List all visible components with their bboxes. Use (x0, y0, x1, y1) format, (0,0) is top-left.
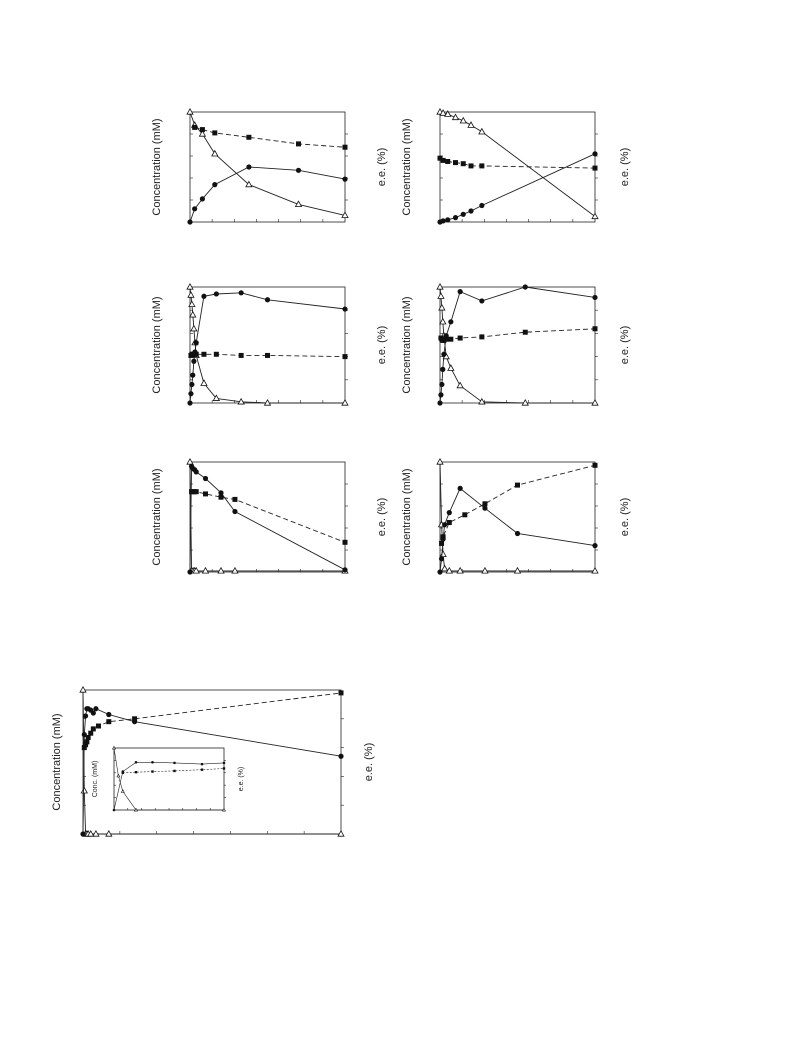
y-axis-label-right: e.e. (%) (376, 497, 388, 537)
data-point-square (343, 145, 348, 150)
data-point-triangle-open (592, 568, 598, 573)
data-point-square (91, 726, 96, 731)
data-point-circle (342, 177, 347, 182)
data-point-square (339, 690, 344, 695)
data-point-square (445, 159, 450, 164)
data-point-circle (461, 212, 466, 217)
y-axis-label-left: Concentration (mM) (401, 118, 413, 216)
data-point-square (439, 541, 444, 546)
data-point-triangle-open (187, 459, 193, 464)
y-axis-label-right: e.e. (%) (619, 497, 631, 537)
data-point-circle (439, 556, 444, 561)
series-line-square (195, 127, 345, 147)
data-point-circle (592, 151, 597, 156)
y-axis-label-left: Concentration (mM) (151, 296, 163, 394)
y-axis-label-left: Concentration (mM) (51, 713, 63, 811)
data-point-circle (200, 196, 205, 201)
data-point-circle (342, 567, 347, 572)
data-point-circle (106, 712, 111, 717)
data-point-circle (453, 215, 458, 220)
data-point-square (194, 489, 199, 494)
data-point-circle (342, 306, 347, 311)
data-point-square (515, 483, 520, 488)
data-point-circle (458, 486, 463, 491)
panel-g-inset (92, 746, 245, 811)
data-point-circle (448, 319, 453, 324)
data-point-circle (201, 294, 206, 299)
series-line-circle (190, 466, 345, 572)
series-line-triangle-open (190, 112, 345, 215)
data-point-circle (442, 522, 447, 527)
data-point-triangle-open (442, 566, 448, 571)
data-point-square (96, 724, 101, 729)
data-point-square-small (122, 772, 124, 774)
data-point-circle (592, 543, 597, 548)
data-point-circle (187, 400, 192, 405)
data-point-square (106, 719, 111, 724)
panel-b (401, 109, 631, 225)
data-point-square (453, 160, 458, 165)
data-point-triangle-open (201, 380, 207, 385)
series-line-circle (440, 488, 595, 572)
data-point-circle (187, 219, 192, 224)
data-point-circle (246, 164, 251, 169)
data-point-triangle-open (338, 831, 344, 836)
plot-frame (440, 287, 595, 403)
data-point-circle (523, 284, 528, 289)
data-point-circle (239, 290, 244, 295)
data-point-square (593, 166, 598, 171)
y-axis-label-right: e.e. (%) (363, 742, 375, 782)
data-point-triangle-open (479, 129, 485, 134)
data-point-triangle-open (218, 568, 224, 573)
series-line-circle (440, 287, 595, 403)
data-point-circle (203, 476, 208, 481)
data-point-circle (83, 713, 88, 718)
plot-frame (440, 112, 595, 222)
data-point-circle (190, 373, 195, 378)
panel-a (151, 109, 388, 225)
data-point-circle (192, 206, 197, 211)
data-point-circle (440, 367, 445, 372)
data-point-circle (218, 490, 223, 495)
data-point-circle (482, 506, 487, 511)
data-point-square (84, 739, 89, 744)
data-point-triangle-open (482, 568, 488, 573)
data-point-square (593, 463, 598, 468)
data-point-square (86, 735, 91, 740)
data-point-circle (265, 297, 270, 302)
data-point-circle-small (135, 761, 138, 764)
plot-frame (190, 287, 345, 403)
data-point-circle (188, 391, 193, 396)
data-point-square (192, 125, 197, 130)
data-point-triangle-open (187, 109, 193, 114)
data-point-triangle-open (212, 151, 218, 156)
data-point-circle (194, 340, 199, 345)
data-point-square (441, 534, 446, 539)
data-point-square (232, 497, 237, 502)
data-point-circle (338, 754, 343, 759)
y-axis-label-left: Concentration (mM) (401, 296, 413, 394)
data-point-square (88, 731, 93, 736)
data-point-circle (445, 217, 450, 222)
data-point-circle (214, 291, 219, 296)
data-point-square (462, 512, 467, 517)
panel-f (401, 459, 631, 575)
data-point-circle-small (201, 763, 204, 766)
series-line-square (84, 693, 341, 748)
data-point-circle (515, 531, 520, 536)
data-point-triangle-open (190, 312, 196, 317)
data-point-circle (438, 392, 443, 397)
data-point-triangle-open (592, 400, 598, 405)
data-point-square (448, 337, 453, 342)
series-line-circle (190, 167, 345, 222)
plot-frame (190, 462, 345, 572)
data-point-triangle-open (440, 551, 446, 556)
plot-frame (190, 112, 345, 222)
data-point-square (296, 141, 301, 146)
data-point-square (246, 135, 251, 140)
y-axis-label-right: e.e. (%) (376, 325, 388, 365)
data-point-triangle-open (187, 284, 193, 289)
data-point-square-small (201, 769, 203, 771)
data-point-triangle-small (113, 746, 116, 749)
data-point-square (132, 716, 137, 721)
data-point-circle (80, 831, 85, 836)
data-point-square (523, 330, 528, 335)
data-point-triangle-open (81, 788, 87, 793)
series-line-triangle-open (190, 287, 345, 403)
panel-e (151, 459, 388, 575)
data-point-triangle-open (437, 284, 443, 289)
data-point-triangle-open (438, 293, 444, 298)
data-point-circle-small (151, 761, 154, 764)
data-point-square (214, 352, 219, 357)
data-point-square (201, 352, 206, 357)
data-point-triangle-open (203, 568, 209, 573)
data-point-circle (441, 218, 446, 223)
data-point-square (469, 163, 474, 168)
data-point-square (265, 353, 270, 358)
data-point-square-small (173, 770, 175, 772)
data-point-square (444, 337, 449, 342)
data-point-circle (232, 509, 237, 514)
panel-d (401, 284, 631, 406)
data-point-triangle-open (80, 687, 86, 692)
data-point-circle (194, 469, 199, 474)
y-axis-label-left: Concentration (mM) (151, 468, 163, 566)
data-point-circle (93, 706, 98, 711)
y-axis-label-left: Concentration (mM) (401, 468, 413, 566)
y-axis-label-right: e.e. (%) (619, 147, 631, 187)
data-point-square-small (151, 770, 153, 772)
data-point-circle (441, 352, 446, 357)
data-point-circle (189, 382, 194, 387)
data-point-triangle-open (468, 122, 474, 127)
data-point-triangle-open (191, 326, 197, 331)
data-point-square (479, 163, 484, 168)
y-axis-label-left: Conc. (mM) (92, 760, 99, 798)
data-point-square (203, 491, 208, 496)
data-point-triangle-open (93, 831, 99, 836)
series-line-triangle-open (440, 287, 595, 403)
data-point-circle (592, 295, 597, 300)
data-point-square (343, 540, 348, 545)
data-point-square (343, 354, 348, 359)
data-point-triangle-open (188, 292, 194, 297)
data-point-circle-small (173, 762, 176, 765)
panel-c (151, 284, 388, 406)
data-point-circle (437, 569, 442, 574)
data-point-circle (479, 298, 484, 303)
data-point-circle (439, 382, 444, 387)
data-point-square (219, 495, 224, 500)
data-point-triangle-open (457, 382, 463, 387)
data-point-circle (212, 182, 217, 187)
data-point-circle (191, 359, 196, 364)
data-point-square (461, 161, 466, 166)
data-point-square (200, 127, 205, 132)
series-line-square (441, 329, 595, 341)
y-axis-label-right: e.e. (%) (376, 147, 388, 187)
data-point-square (441, 158, 446, 163)
y-axis-label-right: e.e. (%) (238, 766, 245, 792)
data-point-circle (458, 289, 463, 294)
data-point-square (479, 334, 484, 339)
data-point-square (239, 353, 244, 358)
data-point-triangle-open (437, 459, 443, 464)
data-point-circle (437, 400, 442, 405)
data-point-square (458, 336, 463, 341)
data-point-triangle-open (342, 400, 348, 405)
data-point-circle (187, 569, 192, 574)
data-point-circle-small (223, 762, 226, 765)
data-point-square (194, 352, 199, 357)
data-point-triangle-open (515, 568, 521, 573)
data-point-circle (468, 208, 473, 213)
data-point-triangle-open (232, 568, 238, 573)
data-point-circle (479, 203, 484, 208)
series-line-square (192, 492, 345, 543)
data-point-triangle-open (479, 399, 485, 404)
data-point-square-small (223, 767, 225, 769)
data-point-triangle-open (592, 213, 598, 218)
series-line-triangle-open (190, 462, 345, 571)
data-point-square (212, 130, 217, 135)
data-point-triangle-open (448, 365, 454, 370)
data-point-square (447, 520, 452, 525)
data-point-square-small (135, 771, 137, 773)
data-point-circle (447, 510, 452, 515)
data-point-square (593, 326, 598, 331)
data-point-triangle-open (106, 831, 112, 836)
data-point-triangle-open (440, 319, 446, 324)
data-point-circle (296, 168, 301, 173)
y-axis-label-right: e.e. (%) (619, 325, 631, 365)
y-axis-label-left: Concentration (mM) (151, 118, 163, 216)
data-point-circle (91, 710, 96, 715)
data-point-circle-small (113, 809, 116, 812)
data-point-square (482, 501, 487, 506)
series-line-circle (190, 293, 345, 403)
